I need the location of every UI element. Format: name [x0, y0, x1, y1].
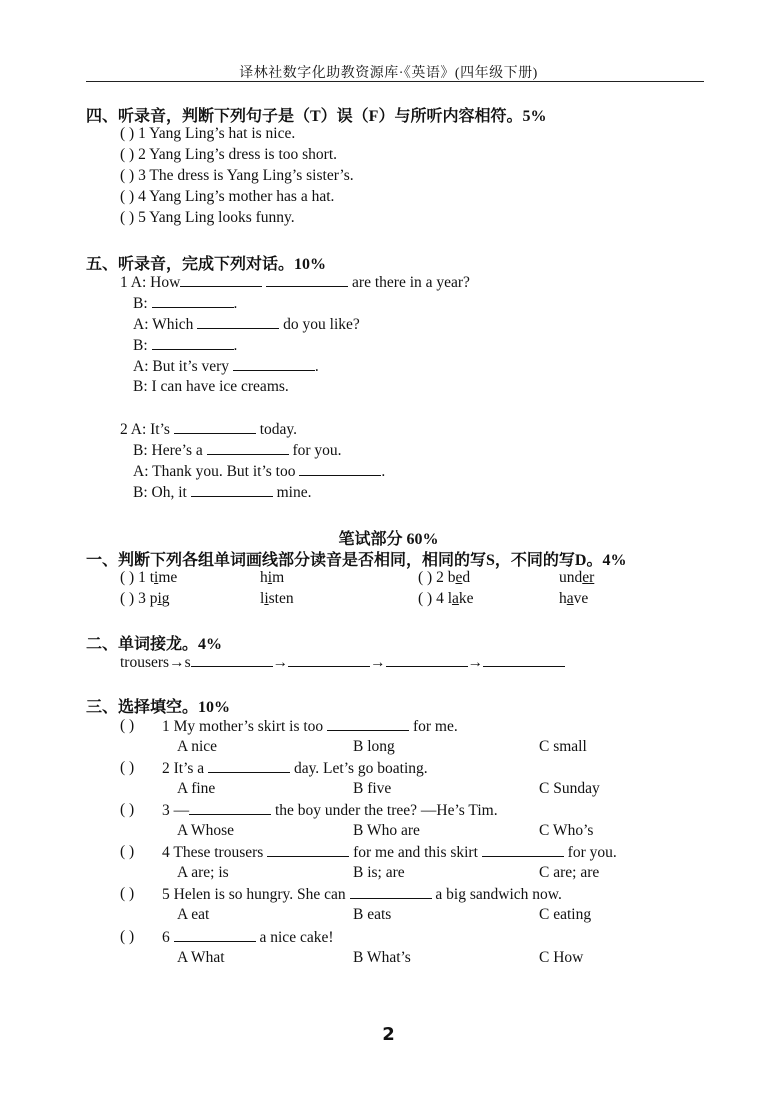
phonics-q1-word2 — [260, 568, 284, 588]
word-chain — [120, 652, 565, 673]
choice-q4-stem — [162, 842, 617, 863]
blank — [267, 842, 349, 857]
sec4-item-2: ( ) 2 Yang Ling’s dress is too short. — [120, 146, 338, 163]
blank — [327, 716, 409, 731]
text: day. Let’s go boating. — [290, 760, 428, 777]
sec4-item-1: ( ) 1 Yang Ling’s hat is nice. — [120, 125, 296, 142]
dialog1-line4 — [133, 335, 237, 356]
text: m — [272, 569, 285, 586]
text: 6 — [162, 929, 174, 946]
section-4-title: 四、听录音，判断下列句子是（T）误（F）与所听内容相符。5% — [86, 108, 547, 125]
blank — [174, 927, 256, 942]
choice-q5-stem — [162, 884, 562, 905]
written-1-title: 一、判断下列各组单词画线部分读音是否相同，相同的写S，不同的写D。4% — [86, 552, 627, 569]
blank — [197, 314, 279, 329]
underlined-letters: a — [566, 590, 574, 607]
choice-q5-opt-c: C eating — [539, 906, 592, 923]
text: B: Oh, it — [133, 484, 191, 501]
choice-q3-stem — [162, 800, 498, 821]
text: 5 Helen is so hungry. She can — [162, 886, 350, 903]
choice-q6-stem — [162, 927, 334, 948]
blank — [288, 652, 370, 667]
text: A: But it’s very — [133, 358, 233, 375]
blank — [174, 419, 256, 434]
choice-q1-opt-c: C small — [539, 738, 587, 755]
written-2-title: 二、单词接龙。4% — [86, 636, 223, 653]
choice-q5-opt-a: A eat — [177, 906, 210, 923]
text: A: Thank you. But it’s too — [133, 463, 300, 480]
blank — [483, 652, 565, 667]
phonics-q4-word2 — [559, 589, 588, 609]
text: today. — [255, 421, 298, 438]
blank — [208, 758, 290, 773]
sec4-item-5: ( ) 5 Yang Ling looks funny. — [120, 209, 295, 226]
text: . — [314, 358, 319, 375]
dialog2-line1 — [120, 419, 297, 440]
choice-q6-opt-b: B What’s — [353, 949, 411, 966]
text: 3 — — [162, 802, 190, 819]
text: B: — [133, 337, 152, 354]
text: ( ) 1 t — [120, 569, 155, 586]
text: a big sandwich now. — [431, 886, 562, 903]
dialog1-line2 — [133, 293, 237, 314]
text: the boy under the tree? —He’s Tim. — [271, 802, 498, 819]
text: . — [233, 337, 238, 354]
text: ( ) 2 b — [418, 569, 456, 586]
choice-q1-opt-b: B long — [353, 738, 395, 755]
chain-start: trousers→s — [120, 654, 191, 671]
underlined-letters: i — [154, 569, 159, 586]
blank — [152, 293, 234, 308]
header-rule — [86, 81, 704, 82]
underlined-letters: e — [455, 569, 463, 586]
page-number: 2 — [382, 1024, 395, 1045]
choice-q4-opt-c: C are; are — [539, 864, 600, 881]
blank — [207, 440, 289, 455]
text: 2 A: It’s — [120, 421, 174, 438]
blank — [482, 842, 564, 857]
dialog1-line1 — [120, 272, 470, 293]
section-5-title: 五、听录音，完成下列对话。10% — [86, 256, 327, 273]
phonics-q2-word2 — [559, 568, 594, 588]
choice-q2-paren: ( ) — [120, 759, 135, 776]
text: do you like? — [279, 316, 360, 333]
underlined-letters: i — [157, 590, 162, 607]
text: are there in a year? — [348, 274, 470, 291]
text: ke — [458, 590, 474, 607]
blank — [233, 356, 315, 371]
text: h — [260, 569, 268, 586]
choice-q4-opt-a: A are; is — [177, 864, 229, 881]
text: A: Which — [133, 316, 198, 333]
choice-q3-opt-c: C Who’s — [539, 822, 594, 839]
underlined-letters: i — [267, 569, 273, 586]
blank — [191, 652, 273, 667]
written-3-title: 三、选择填空。10% — [86, 699, 231, 716]
text: mine. — [272, 484, 312, 501]
choice-q6-opt-a: A What — [177, 949, 225, 966]
text: 1 A: How — [120, 274, 181, 291]
sec4-item-3: ( ) 3 The dress is Yang Ling’s sister’s. — [120, 167, 354, 184]
blank — [350, 884, 432, 899]
choice-q6-opt-c: C How — [539, 949, 584, 966]
choice-q5-paren: ( ) — [120, 885, 135, 902]
text: ve — [573, 590, 589, 607]
underlined-letters: er — [582, 569, 595, 586]
blank — [191, 482, 273, 497]
text: a nice cake! — [255, 929, 334, 946]
text: 1 My mother’s skirt is too — [162, 718, 328, 735]
dialog2-line4 — [133, 482, 311, 503]
sec4-item-4: ( ) 4 Yang Ling’s mother has a hat. — [120, 188, 335, 205]
blank — [386, 652, 468, 667]
underlined-letters: i — [264, 590, 269, 607]
text: for you. — [288, 442, 342, 459]
choice-q3-opt-a: A Whose — [177, 822, 234, 839]
text: B: Here’s a — [133, 442, 207, 459]
written-part-title: 笔试部分 60% — [338, 531, 439, 548]
phonics-q1 — [120, 568, 177, 588]
blank — [152, 335, 234, 350]
text: ( ) 3 p — [120, 590, 158, 607]
choice-q4-opt-b: B is; are — [353, 864, 405, 881]
dialog2-line2 — [133, 440, 342, 461]
blank — [180, 272, 262, 287]
dialog2-line3 — [133, 461, 385, 482]
phonics-q4 — [418, 589, 474, 609]
text: ( ) 4 l — [418, 590, 453, 607]
choice-q2-opt-a: A fine — [177, 780, 216, 797]
choice-q3-paren: ( ) — [120, 801, 135, 818]
text: for you. — [563, 844, 617, 861]
blank — [189, 800, 271, 815]
text: 2 It’s a — [162, 760, 209, 777]
text: und — [559, 569, 583, 586]
text: h — [559, 590, 567, 607]
text: d — [462, 569, 471, 586]
choice-q6-paren: ( ) — [120, 928, 135, 945]
choice-q3-opt-b: B Who are — [353, 822, 420, 839]
text: g — [161, 590, 170, 607]
choice-q5-opt-b: B eats — [353, 906, 392, 923]
text: sten — [268, 590, 294, 607]
blank — [299, 461, 381, 476]
text: for me and this skirt — [349, 844, 482, 861]
phonics-q3 — [120, 589, 170, 609]
text: l — [260, 590, 265, 607]
dialog1-line3 — [133, 314, 360, 335]
text: . — [233, 295, 238, 312]
arrow: → — [467, 654, 484, 671]
underlined-letters: a — [452, 590, 459, 607]
dialog1-line5 — [133, 356, 319, 377]
page-header: 译林社数字化助教资源库·《英语》(四年级下册) — [239, 66, 538, 81]
phonics-q3-word2 — [260, 589, 294, 609]
blank — [266, 272, 348, 287]
text: me — [158, 569, 178, 586]
phonics-q2 — [418, 568, 470, 588]
text: 4 These trousers — [162, 844, 268, 861]
choice-q2-opt-b: B five — [353, 780, 392, 797]
text: for me. — [409, 718, 458, 735]
choice-q2-opt-c: C Sunday — [539, 780, 600, 797]
choice-q1-paren: ( ) — [120, 717, 135, 734]
dialog1-line6: B: I can have ice creams. — [133, 378, 289, 395]
arrow: → — [370, 654, 386, 671]
arrow: → — [272, 654, 289, 671]
choice-q4-paren: ( ) — [120, 843, 135, 860]
text: B: — [133, 295, 152, 312]
choice-q1-opt-a: A nice — [177, 738, 218, 755]
text: . — [381, 463, 386, 480]
choice-q2-stem — [162, 758, 428, 779]
choice-q1-stem — [162, 716, 458, 737]
